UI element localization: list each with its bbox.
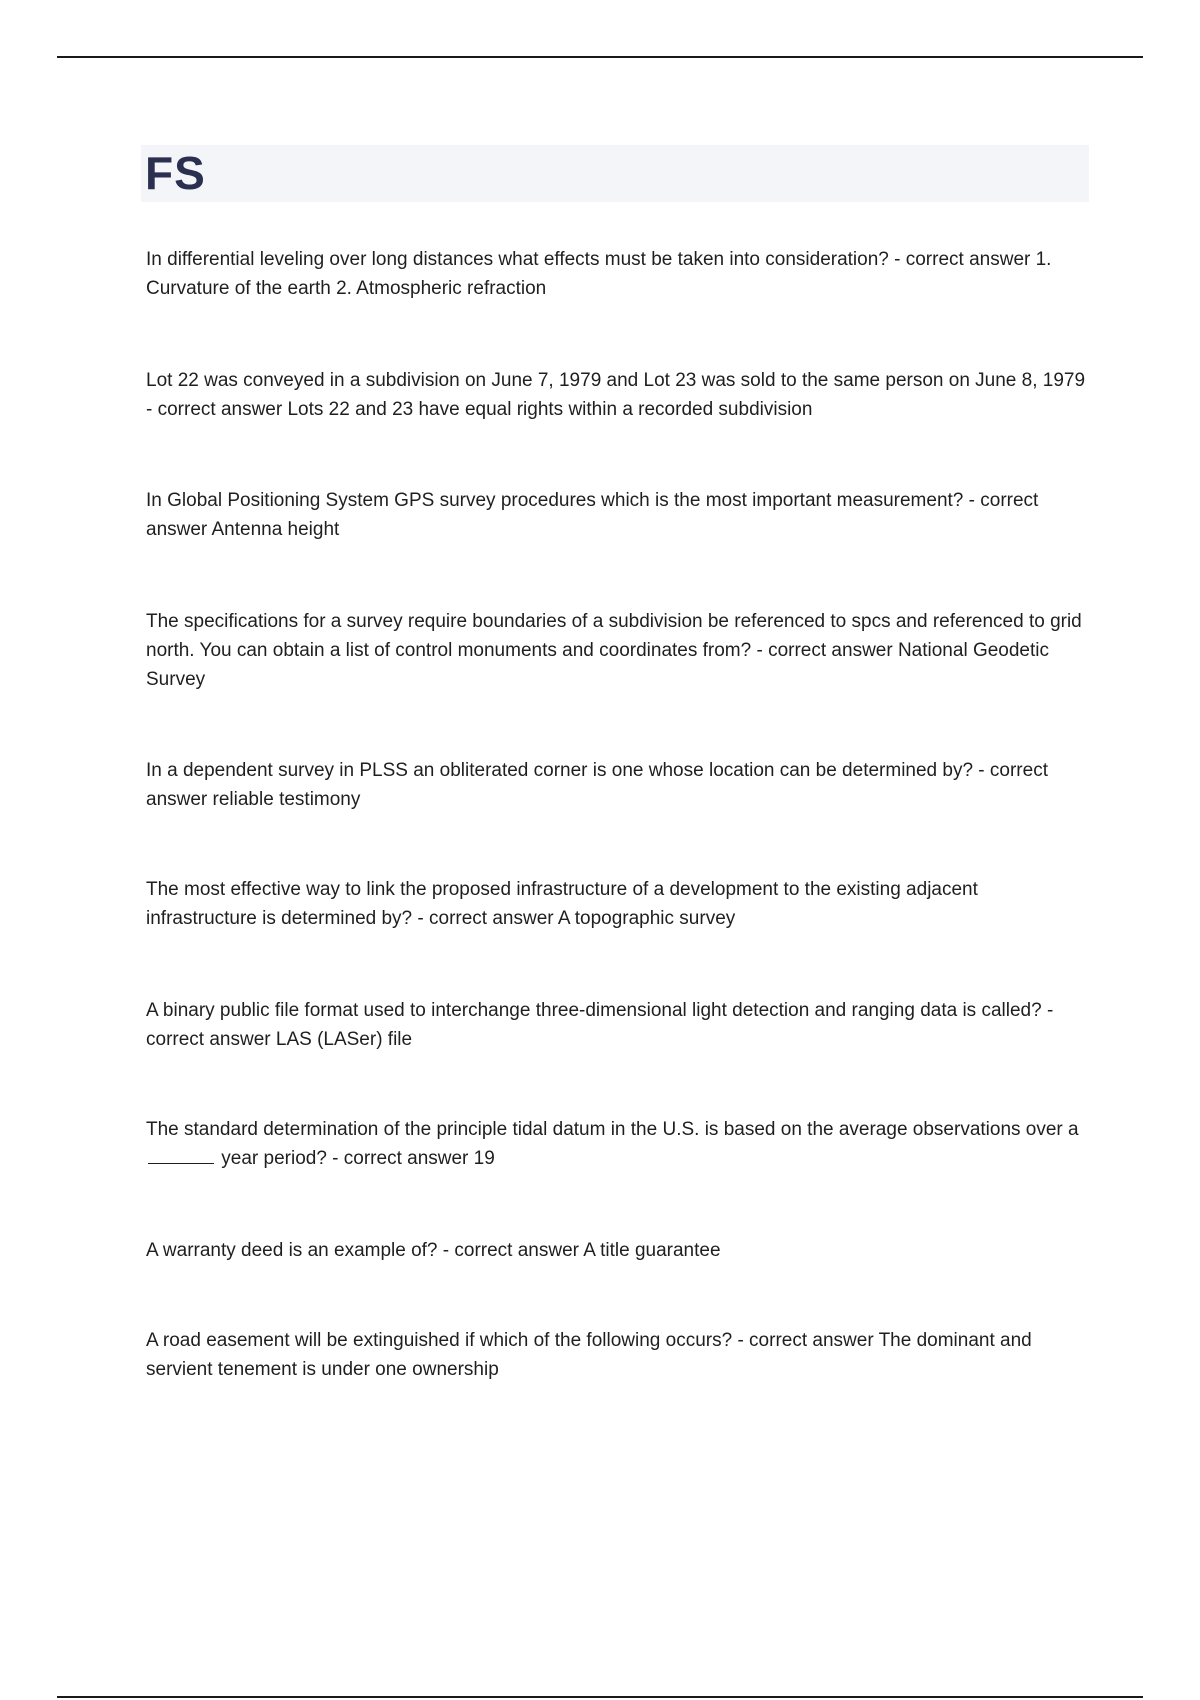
qa-item-5: In a dependent survey in PLSS an obliterated corner is one whose location can be determined by? - correct answer reliable testimony xyxy=(146,760,1048,810)
qa-item-1: In differential leveling over long distances what effects must be taken into consideration? - correct answer 1. Curvature of the earth 2. Atmospheric refraction xyxy=(146,249,1052,299)
qa-item-9: A warranty deed is an example of? - correct answer A title guarantee xyxy=(146,1240,721,1261)
qa-item-8-question-end: year period? - correct answer 19 xyxy=(221,1148,495,1169)
document-title: FS xyxy=(145,147,206,199)
qa-item-10: A road easement will be extinguished if which of the following occurs? - correct answer The dominant and servient tenement is under one ownership xyxy=(146,1330,1032,1380)
qa-item-2: Lot 22 was conveyed in a subdivision on June 7, 1979 and Lot 23 was sold to the same person on June 8, 1979 - correct answer Lots 22 and 23 have equal rights within a recorded subdivision xyxy=(146,370,1086,420)
footer-rule xyxy=(57,1696,1143,1698)
qa-item-7: A binary public file format used to interchange three-dimensional light detection and ranging data is called? - correct answer LAS (LASer) file xyxy=(146,1000,1054,1050)
qa-item-8 xyxy=(146,1115,1086,1173)
qa-item-4: The specifications for a survey require boundaries of a subdivision be referenced to spcs and referenced to grid north. You can obtain a list of control monuments and coordinates from? - correct answer National Geodetic Survey xyxy=(146,611,1082,690)
qa-item-3: In Global Positioning System GPS survey procedures which is the most important measurement? - correct answer Antenna height xyxy=(146,490,1039,540)
title-band xyxy=(141,145,1089,202)
fill-in-blank xyxy=(148,1145,214,1164)
header-rule xyxy=(57,56,1143,58)
qa-item-8-question-start: The standard determination of the principle tidal datum in the U.S. is based on the average observations over a xyxy=(146,1119,1079,1140)
qa-item-6: The most effective way to link the proposed infrastructure of a development to the existing adjacent infrastructure is determined by? - correct answer A topographic survey xyxy=(146,879,978,929)
